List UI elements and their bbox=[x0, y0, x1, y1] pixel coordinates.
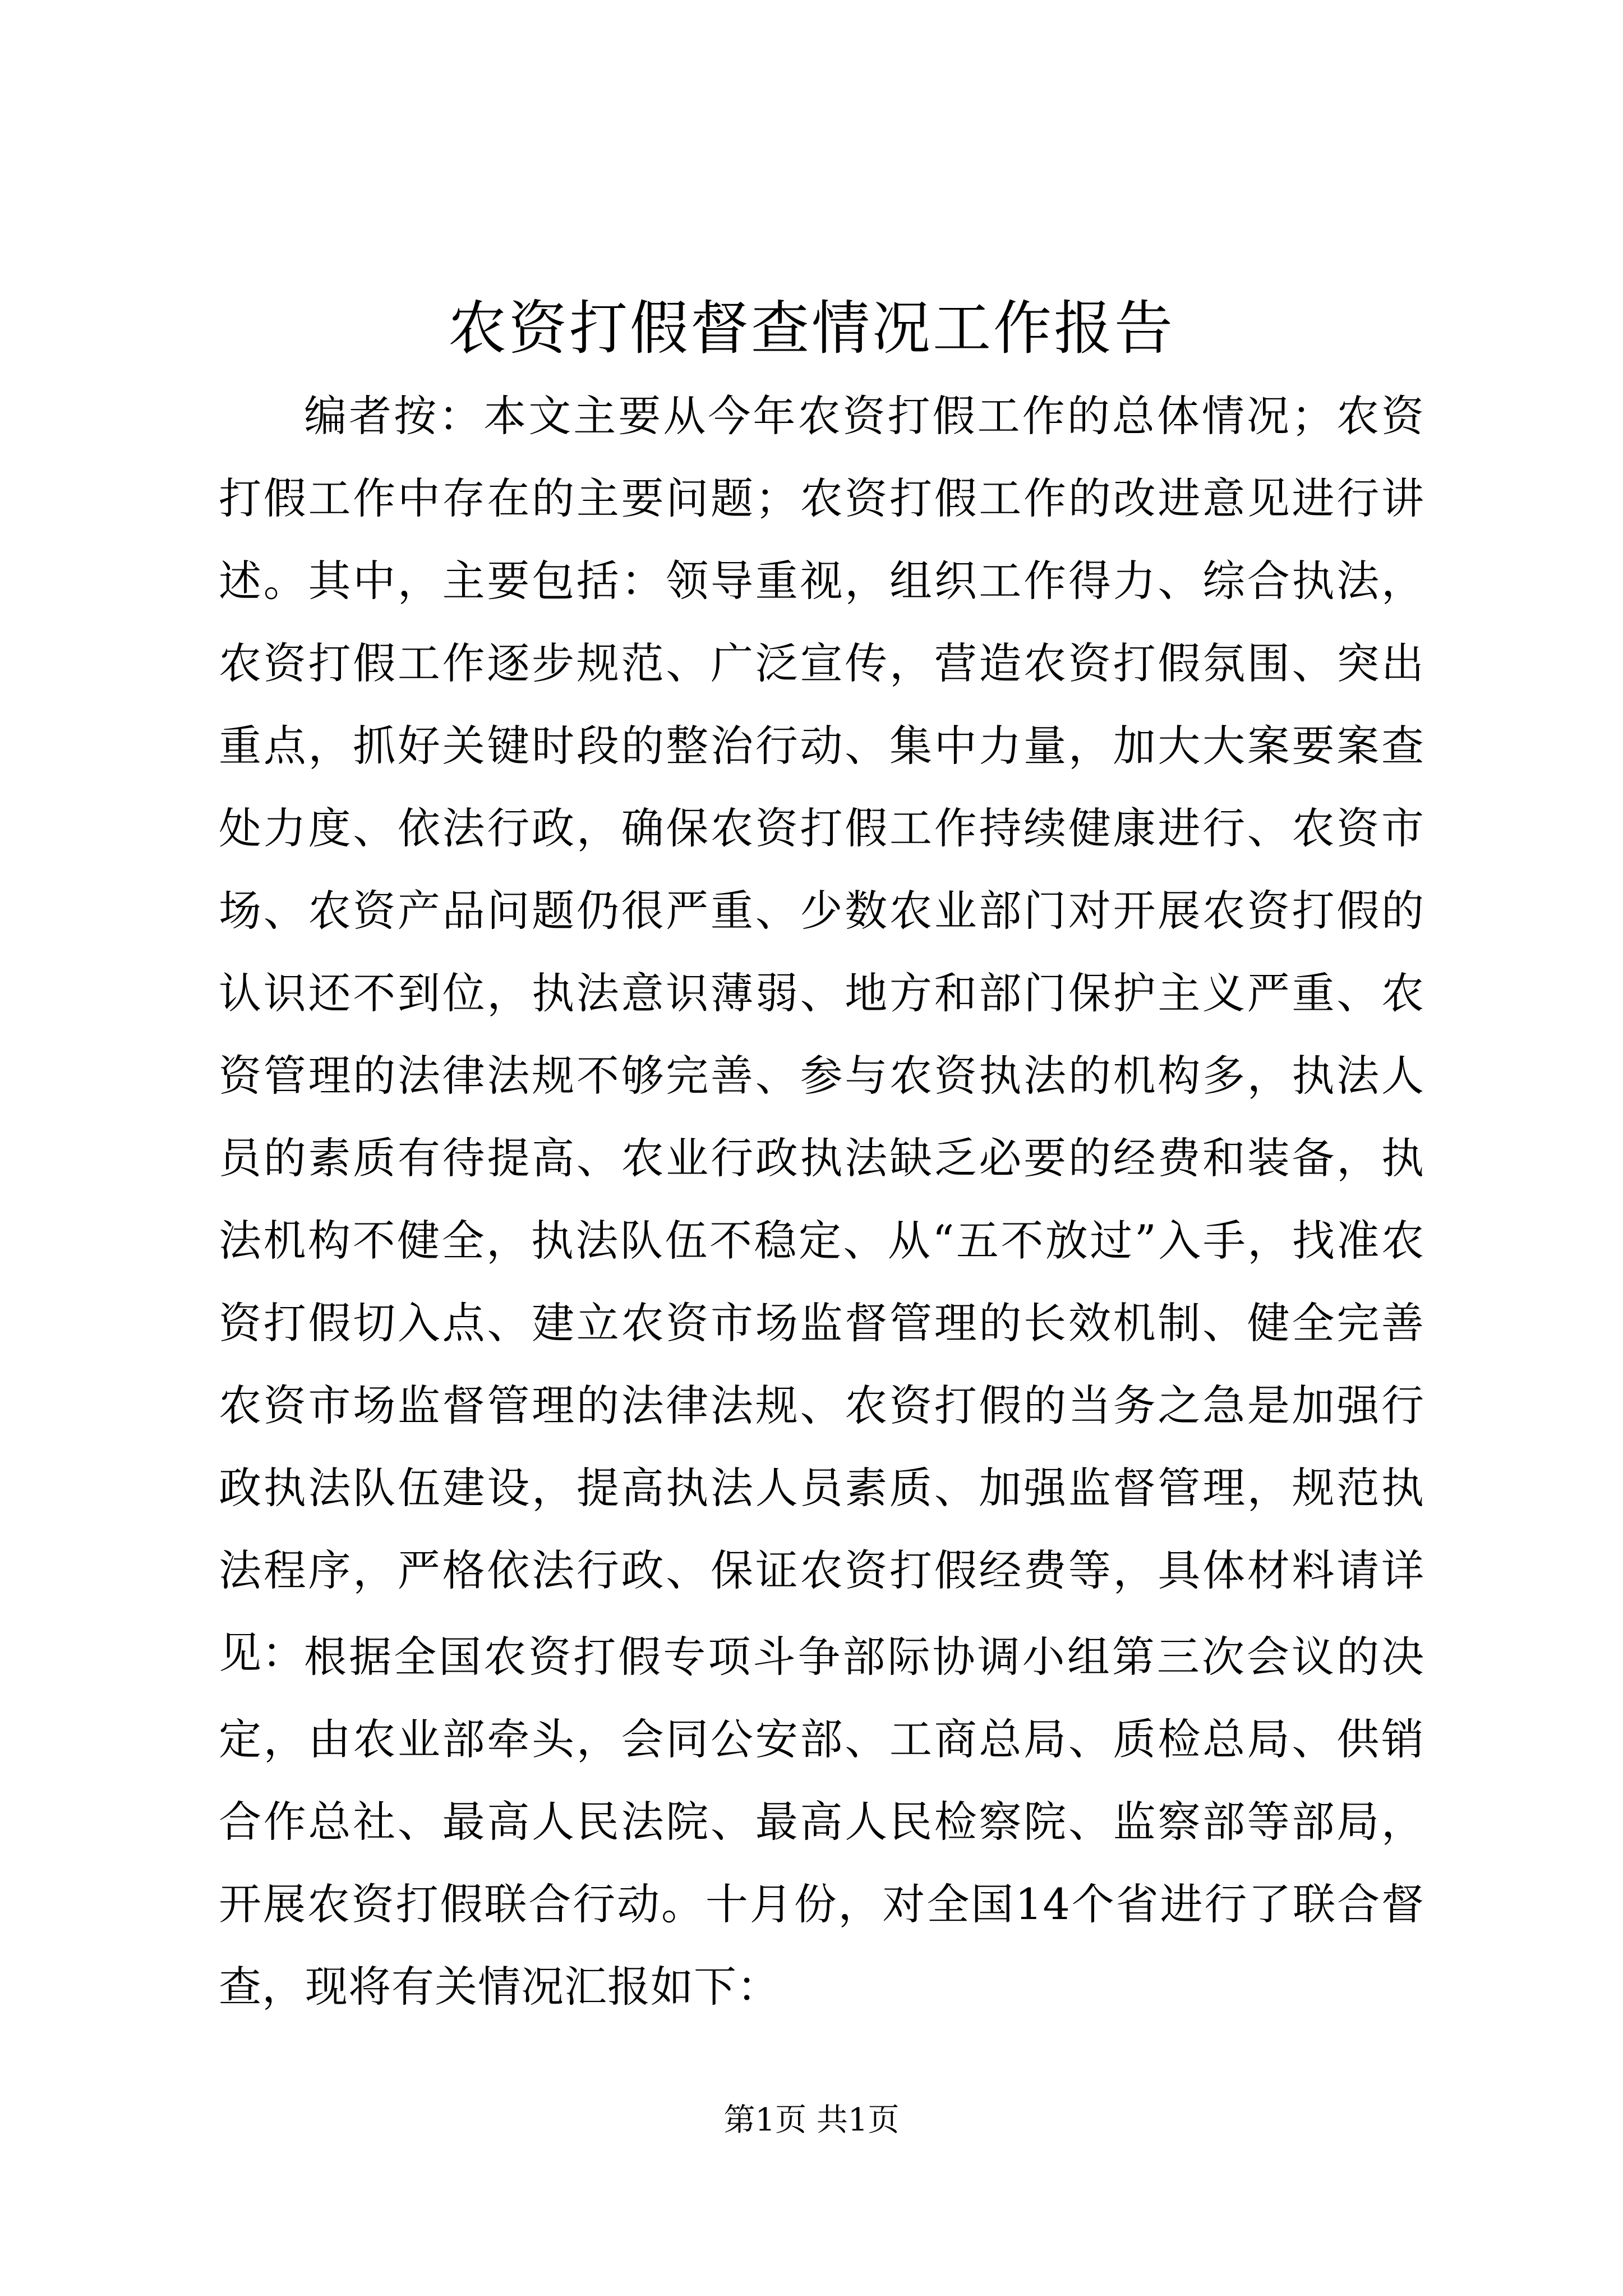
document-title: 农资打假督查情况工作报告 bbox=[448, 294, 1175, 362]
editor-note-paragraph: 编者按：本文主要从今年农资打假工作的总体情况；农资打假工作中存在的主要问题；农资打假工作的改进意见进行讲述。其中，主要包括：领导重视，组织工作得力、综合执法，农资打假工作逐步规范、广泛宣传，营造农资打假氛围、突出重点，抓好关键时段的整治行动、集中力量，加大大案要案查处力度、依法行政，确保农资打假工作持续健康进行、农资市场、农资产品问题仍很严重、少数农业部门对开展农资打假的认识还不到位，执法意识薄弱、地方和部门保护主义严重、农资管理的法律法规不够完善、参与农资执法的机构多，执法人员的素质有待提高、农业行政执法缺乏必要的经费和装备，执法机构不健全，执法队伍不稳定、从“五不放过”入手，找准农资打假切入点、建立农资市场监督管理的长效机制、健全完善农资市场监督管理的法律法规、农资打假的当务之急是加强行政执法队伍建设，提高执法人员素质、加强监督管理，规范执法程序，严格依法行政、保证农资打假经费等，具体材料请详见： bbox=[219, 391, 1424, 1678]
page-footer: 第1页 共1页 bbox=[723, 2102, 900, 2138]
intro-paragraph: 根据全国农资打假专项斗争部际协调小组第三次会议的决定，由农业部牵头，会同公安部、工商总局、质检总局、供销合作总社、最高人民法院、最高人民检察院、监察部等部局，开展农资打假联合行动。十月份，对全国14个省进行了联合督查，现将有关情况汇报如下： bbox=[219, 1632, 1424, 2012]
